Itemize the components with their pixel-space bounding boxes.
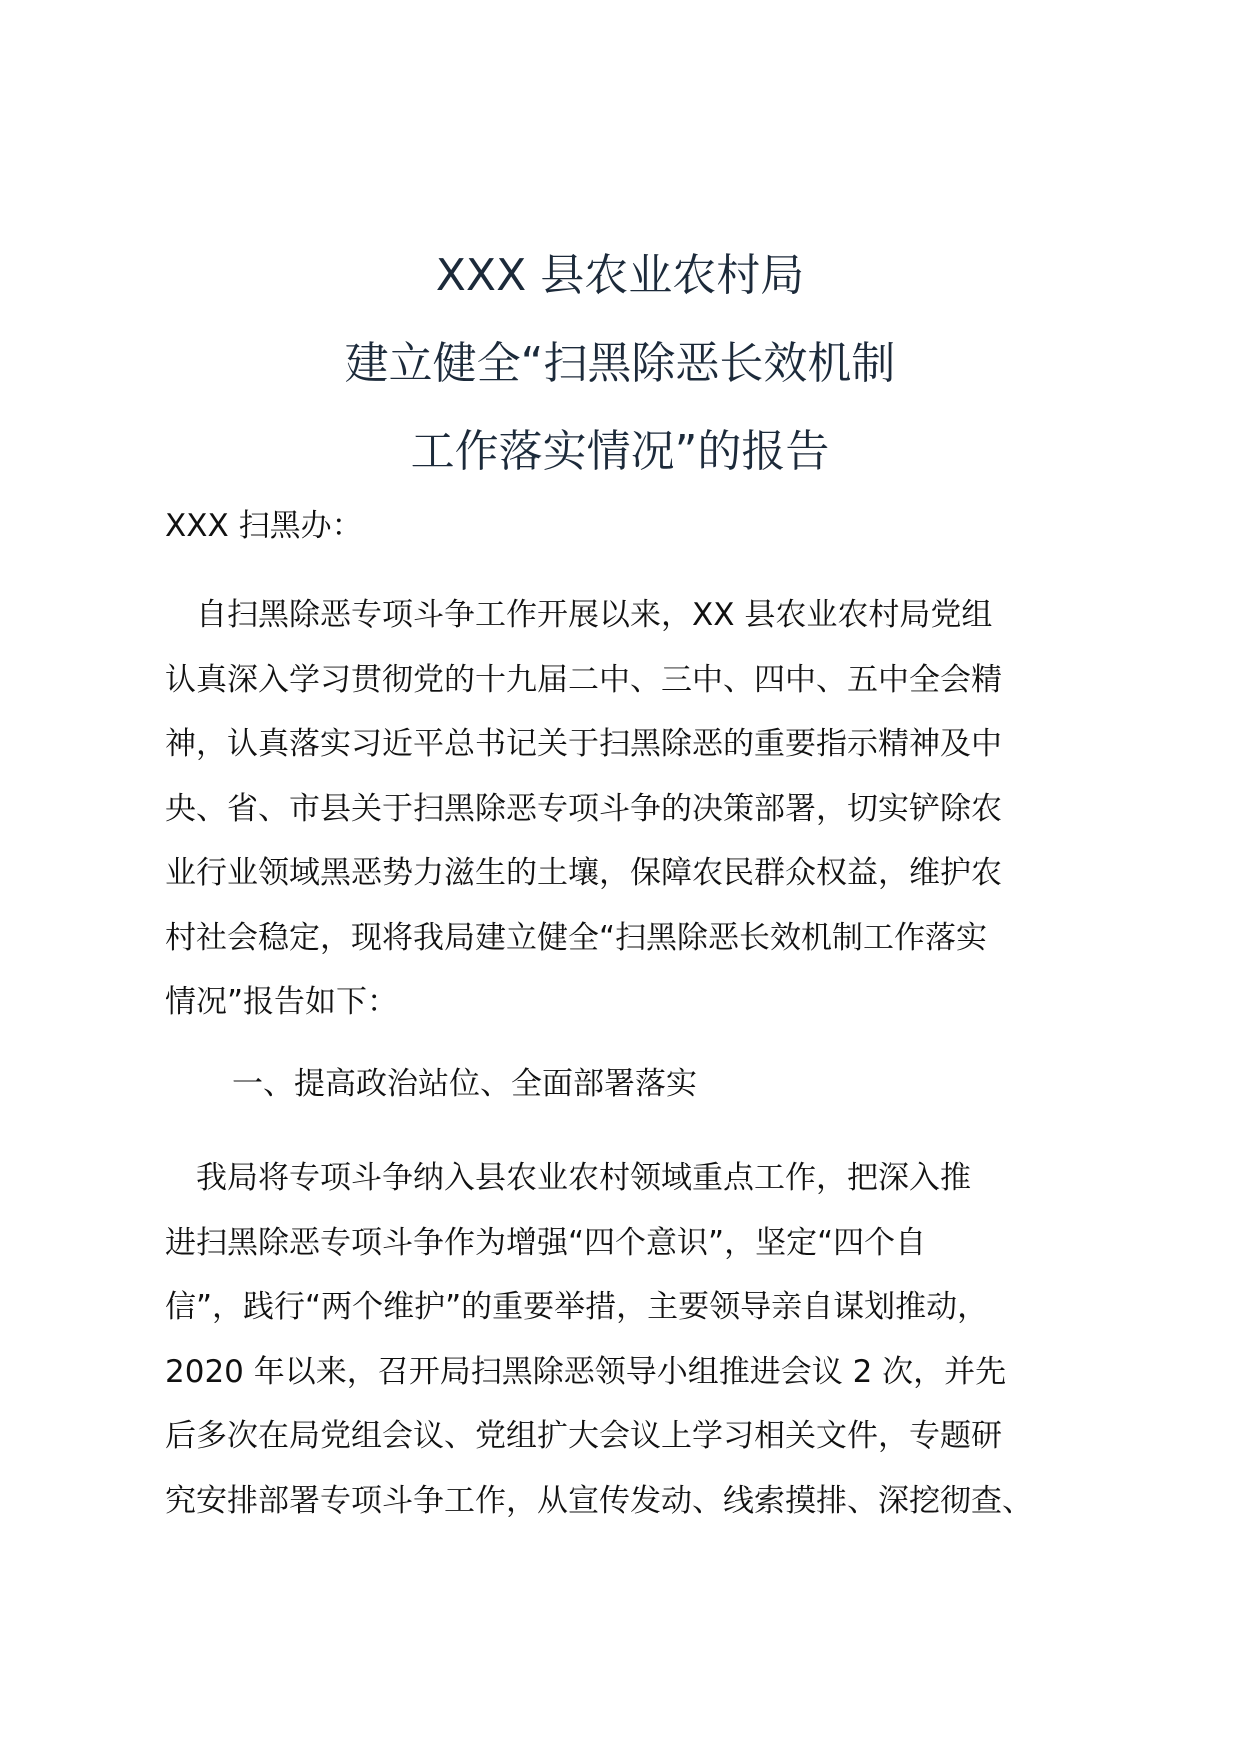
paragraph-line: 央、省、市县关于扫黑除恶专项斗争的决策部署，切实铲除农 xyxy=(165,790,1002,827)
paragraph-line: 信”，践行“两个维护”的重要举措，主要领导亲自谋划推动， xyxy=(165,1289,989,1325)
paragraph-line: 自扫黑除恶专项斗争工作开展以来，XX 县农业农村局党组 xyxy=(165,597,993,633)
document-title xyxy=(0,232,1240,496)
paragraph-line: 业行业领域黑恶势力滋生的土壤，保障农民群众权益，维护农 xyxy=(165,855,1002,891)
paragraph-line: 村社会稳定，现将我局建立健全“扫黑除恶长效机制工作落实 xyxy=(165,919,988,956)
paragraph-line: 究安排部署专项斗争工作，从宣传发动、线索摸排、深挖彻查、 xyxy=(165,1482,1033,1519)
section-heading-1: 一、提高政治站位、全面部署落实 xyxy=(232,1066,697,1102)
title-line-1: XXX 县农业农村局 xyxy=(435,250,805,301)
paragraph-line: 进扫黑除恶专项斗争作为增强“四个意识”，坚定“四个自 xyxy=(165,1224,927,1261)
paragraph-intro xyxy=(165,583,1085,1035)
paragraph-line: 认真深入学习贯彻党的十九届二中、三中、四中、五中全会精 xyxy=(165,661,1002,698)
title-line-3: 工作落实情况”的报告 xyxy=(410,426,830,477)
paragraph-line: 后多次在局党组会议、党组扩大会议上学习相关文件，专题研 xyxy=(165,1418,1002,1454)
paragraph-section-1 xyxy=(165,1146,1085,1533)
paragraph-line: 神，认真落实习近平总书记关于扫黑除恶的重要指示精神及中 xyxy=(165,726,1002,762)
paragraph-line: 2020 年以来，召开局扫黑除恶领导小组推进会议 2 次，并先 xyxy=(165,1353,1007,1390)
title-line-2: 建立健全“扫黑除恶长效机制 xyxy=(344,338,896,389)
salutation: XXX 扫黑办： xyxy=(165,508,363,544)
paragraph-line: 情况”报告如下： xyxy=(165,984,399,1020)
paragraph-line: 我局将专项斗争纳入县农业农村领域重点工作，把深入推 xyxy=(165,1160,971,1196)
